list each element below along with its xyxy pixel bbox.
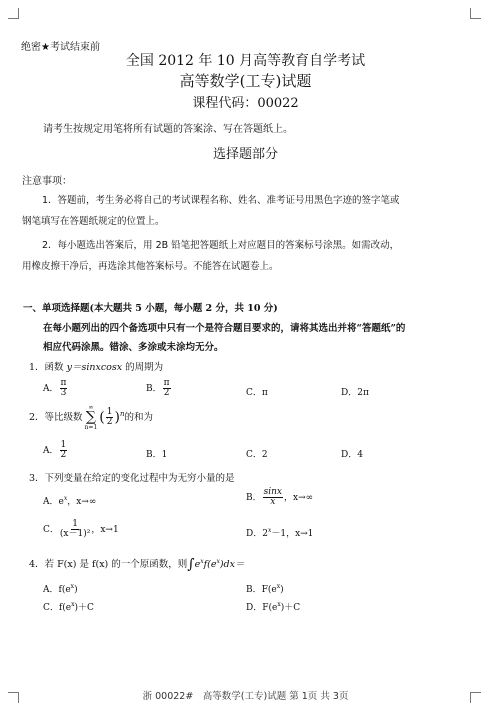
question-4-text: 4．若 F(x) 是 f(x) 的一个原函数，则 [29, 559, 188, 570]
general-instruction: 请考生按规定用笔将所有试题的答案涂、写在答题纸上。 [43, 124, 293, 135]
part1-description-line-1: 在每小题列出的四个备选项中只有一个是符合题目要求的，请将其选出并将“答题纸”的 [43, 323, 406, 334]
question-1-option-d: D．2π [341, 388, 369, 398]
question-2-text: 2．等比级数 [29, 412, 83, 423]
question-1-option-b [146, 379, 172, 398]
fraction: $\frac{\sin x}{x}$ [263, 487, 282, 507]
option-label: A． [43, 384, 59, 394]
summation-symbol: ∞ ∑ n=1 [84, 404, 98, 431]
question-2-stem: 2．等比级数 ∞ ∑ n=1 ( $\frac{1}{2}$ )$^n$的和为 [29, 404, 153, 431]
question-1-text: 1．函数 [29, 362, 67, 373]
fraction: $\frac{\pi}{3}$ [60, 378, 67, 398]
question-4-option-b: B．$F(e^x)$ [246, 583, 284, 595]
fraction: $\frac{1}{\text{(x－1)²}}$ [59, 519, 91, 539]
page-footer: 浙 00022# 高等数学(工专)试题 第 1页 共 3页 [142, 691, 349, 702]
part1-description-line-2: 相应代码涂黑。错涂、多涂或未涂均无分。 [43, 342, 224, 353]
ratio-fraction: $\frac{1}{2}$ [106, 407, 113, 427]
question-2-option-d: D．4 [341, 450, 363, 460]
question-3-option-b: B． $\frac{\sin x}{x}$ ，x→∞ [246, 487, 314, 507]
question-4-option-c: C．$f(e^x)+C$ [43, 601, 94, 613]
section-title: 选择题部分 [212, 147, 278, 162]
crop-mark-top-right [470, 8, 481, 19]
question-4-stem: 4．若 F(x) 是 f(x) 的一个原函数，则$\int e^xf(e^x)dx=$ [29, 556, 245, 573]
course-code: 课程代码：00022 [192, 96, 299, 111]
question-2-option-b: B．1 [146, 450, 168, 460]
question-2-text-end: 的和为 [124, 412, 153, 423]
question-1-expression: y＝sinxcosx [66, 362, 123, 373]
crop-mark-top-left [8, 8, 19, 19]
notice-item-1-line-1: 1．答题前，考生务必将自己的考试课程名称、姓名、准考证号用黑色字迹的签字笔或 [42, 195, 400, 206]
question-3-stem: 3．下列变量在给定的变化过程中为无穷小量的是 [29, 473, 235, 484]
option-label: B． [246, 493, 262, 503]
option-label: B． [146, 384, 162, 394]
notice-item-2-line-2: 用橡皮擦干净后，再选涂其他答案标号。不能答在试题卷上。 [22, 261, 279, 272]
question-1-text-end: 的周期为 [122, 362, 164, 373]
option-label: A． [43, 446, 59, 456]
question-3-option-a: A．$e^x$，x→∞ [43, 495, 97, 507]
subject-title: 高等数学(工专)试题 [179, 72, 312, 90]
question-3-option-c: C． $\frac{1}{\text{(x－1)²}}$ ，x→1 [43, 519, 119, 539]
power-exponent: n [119, 409, 125, 418]
question-2-option-a [43, 441, 68, 460]
notice-item-2-line-1: 2．每小题选出答案后，用 2B 铅笔把答题纸上对应题目的答案标号涂黑。如需改动， [42, 240, 400, 251]
notice-heading: 注意事项： [22, 176, 72, 187]
question-1-option-a [43, 379, 68, 398]
question-4-option-d: D．$F(e^x)+C$ [246, 601, 301, 613]
integral-symbol: ∫ [187, 556, 195, 573]
question-3-option-d: D．$2^x-1$，x→1 [246, 527, 314, 539]
part1-heading: 一、单项选择题(本大题共 5 小题，每小题 2 分，共 10 分) [23, 303, 278, 314]
question-4-option-a: A．$f(e^x)$ [43, 583, 78, 595]
question-1-option-c: C．π [246, 388, 268, 398]
secret-label: 绝密★考试结束前 [21, 42, 100, 53]
question-1-stem [29, 359, 163, 373]
exam-title: 全国 2012 年 10 月高等教育自学考试 [125, 53, 366, 69]
question-2-option-c: C．2 [246, 450, 268, 460]
notice-item-1-line-2: 钢笔填写在答题纸规定的位置上。 [22, 216, 165, 227]
fraction: $\frac{1}{2}$ [60, 440, 67, 460]
option-label: C． [43, 525, 59, 535]
fraction: $\frac{\pi}{2}$ [163, 378, 170, 398]
